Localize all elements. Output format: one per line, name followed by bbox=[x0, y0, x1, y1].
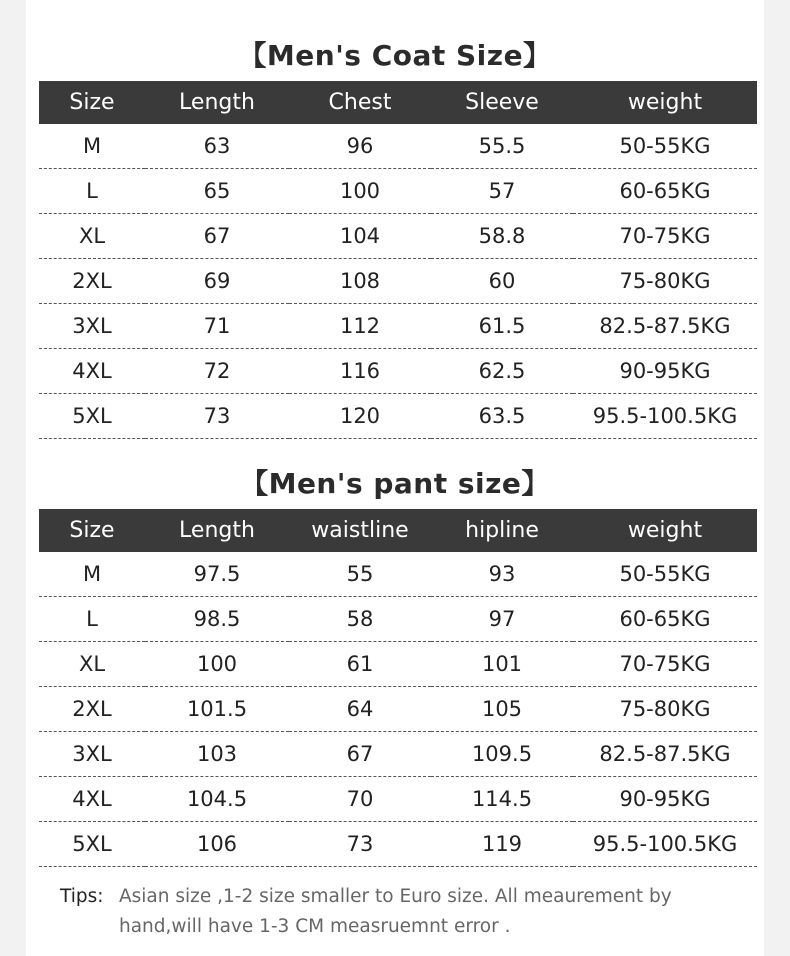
waistline-cell: 73 bbox=[289, 822, 431, 867]
size-cell: 5XL bbox=[39, 822, 145, 867]
pant-header-cell: weight bbox=[573, 509, 757, 552]
coat-size-title: 【Men's Coat Size】 bbox=[238, 39, 552, 72]
waistline-cell: 61 bbox=[289, 642, 431, 687]
hipline-cell: 109.5 bbox=[431, 732, 573, 777]
size-cell: L bbox=[39, 169, 145, 214]
chest-cell: 112 bbox=[289, 304, 431, 349]
waistline-cell: 67 bbox=[289, 732, 431, 777]
table-row bbox=[39, 597, 757, 642]
sleeve-cell: 63.5 bbox=[431, 394, 573, 439]
weight-cell: 75-80KG bbox=[573, 259, 757, 304]
weight-cell: 82.5-87.5KG bbox=[573, 732, 757, 777]
length-cell: 67 bbox=[145, 214, 289, 259]
size-cell: 2XL bbox=[39, 259, 145, 304]
length-cell: 97.5 bbox=[145, 552, 289, 597]
weight-cell: 95.5-100.5KG bbox=[573, 822, 757, 867]
length-cell: 104.5 bbox=[145, 777, 289, 822]
weight-cell: 50-55KG bbox=[573, 124, 757, 169]
hipline-cell: 101 bbox=[431, 642, 573, 687]
size-cell: 5XL bbox=[39, 394, 145, 439]
table-row bbox=[39, 124, 757, 169]
sleeve-cell: 58.8 bbox=[431, 214, 573, 259]
length-cell: 100 bbox=[145, 642, 289, 687]
weight-cell: 70-75KG bbox=[573, 214, 757, 259]
chest-cell: 116 bbox=[289, 349, 431, 394]
table-row bbox=[39, 169, 757, 214]
length-cell: 103 bbox=[145, 732, 289, 777]
coat-header-row bbox=[39, 81, 757, 124]
pant-header-cell: hipline bbox=[431, 509, 573, 552]
chest-cell: 100 bbox=[289, 169, 431, 214]
weight-cell: 50-55KG bbox=[573, 552, 757, 597]
pant-size-table bbox=[39, 509, 757, 867]
weight-cell: 60-65KG bbox=[573, 169, 757, 214]
size-cell: 4XL bbox=[39, 777, 145, 822]
chest-cell: 104 bbox=[289, 214, 431, 259]
length-cell: 63 bbox=[145, 124, 289, 169]
weight-cell: 82.5-87.5KG bbox=[573, 304, 757, 349]
size-cell: M bbox=[39, 124, 145, 169]
sleeve-cell: 57 bbox=[431, 169, 573, 214]
weight-cell: 90-95KG bbox=[573, 777, 757, 822]
tips-label: Tips: bbox=[60, 886, 104, 907]
table-row bbox=[39, 642, 757, 687]
chest-cell: 96 bbox=[289, 124, 431, 169]
pant-header-cell: Size bbox=[39, 509, 145, 552]
pant-size-title: 【Men's pant size】 bbox=[240, 467, 550, 500]
table-row bbox=[39, 687, 757, 732]
sleeve-cell: 55.5 bbox=[431, 124, 573, 169]
weight-cell: 60-65KG bbox=[573, 597, 757, 642]
tips-text: Asian size ,1-2 size smaller to Euro size. All meaurement by hand,will have 1-3 CM measruemnt error . bbox=[119, 886, 672, 937]
coat-header-cell: Length bbox=[145, 81, 289, 124]
length-cell: 106 bbox=[145, 822, 289, 867]
size-cell: XL bbox=[39, 214, 145, 259]
pant-header-row bbox=[39, 509, 757, 552]
hipline-cell: 97 bbox=[431, 597, 573, 642]
sleeve-cell: 61.5 bbox=[431, 304, 573, 349]
hipline-cell: 114.5 bbox=[431, 777, 573, 822]
weight-cell: 75-80KG bbox=[573, 687, 757, 732]
table-row bbox=[39, 304, 757, 349]
sleeve-cell: 60 bbox=[431, 259, 573, 304]
table-row bbox=[39, 732, 757, 777]
table-row bbox=[39, 394, 757, 439]
size-cell: 2XL bbox=[39, 687, 145, 732]
pant-header-cell: waistline bbox=[289, 509, 431, 552]
length-cell: 101.5 bbox=[145, 687, 289, 732]
length-cell: 98.5 bbox=[145, 597, 289, 642]
coat-header-cell: weight bbox=[573, 81, 757, 124]
sleeve-cell: 62.5 bbox=[431, 349, 573, 394]
table-row bbox=[39, 777, 757, 822]
weight-cell: 70-75KG bbox=[573, 642, 757, 687]
table-row bbox=[39, 822, 757, 867]
waistline-cell: 55 bbox=[289, 552, 431, 597]
length-cell: 72 bbox=[145, 349, 289, 394]
length-cell: 71 bbox=[145, 304, 289, 349]
length-cell: 69 bbox=[145, 259, 289, 304]
length-cell: 65 bbox=[145, 169, 289, 214]
tips-note bbox=[60, 882, 750, 942]
size-cell: M bbox=[39, 552, 145, 597]
size-cell: 4XL bbox=[39, 349, 145, 394]
size-cell: 3XL bbox=[39, 732, 145, 777]
waistline-cell: 58 bbox=[289, 597, 431, 642]
weight-cell: 95.5-100.5KG bbox=[573, 394, 757, 439]
waistline-cell: 64 bbox=[289, 687, 431, 732]
pant-header-cell: Length bbox=[145, 509, 289, 552]
weight-cell: 90-95KG bbox=[573, 349, 757, 394]
size-cell: L bbox=[39, 597, 145, 642]
length-cell: 73 bbox=[145, 394, 289, 439]
table-row bbox=[39, 259, 757, 304]
coat-header-cell: Size bbox=[39, 81, 145, 124]
coat-header-cell: Sleeve bbox=[431, 81, 573, 124]
hipline-cell: 119 bbox=[431, 822, 573, 867]
chest-cell: 120 bbox=[289, 394, 431, 439]
chest-cell: 108 bbox=[289, 259, 431, 304]
size-cell: 3XL bbox=[39, 304, 145, 349]
hipline-cell: 105 bbox=[431, 687, 573, 732]
table-row bbox=[39, 349, 757, 394]
table-row bbox=[39, 552, 757, 597]
waistline-cell: 70 bbox=[289, 777, 431, 822]
coat-size-table bbox=[39, 81, 757, 439]
size-cell: XL bbox=[39, 642, 145, 687]
table-row bbox=[39, 214, 757, 259]
hipline-cell: 93 bbox=[431, 552, 573, 597]
coat-header-cell: Chest bbox=[289, 81, 431, 124]
